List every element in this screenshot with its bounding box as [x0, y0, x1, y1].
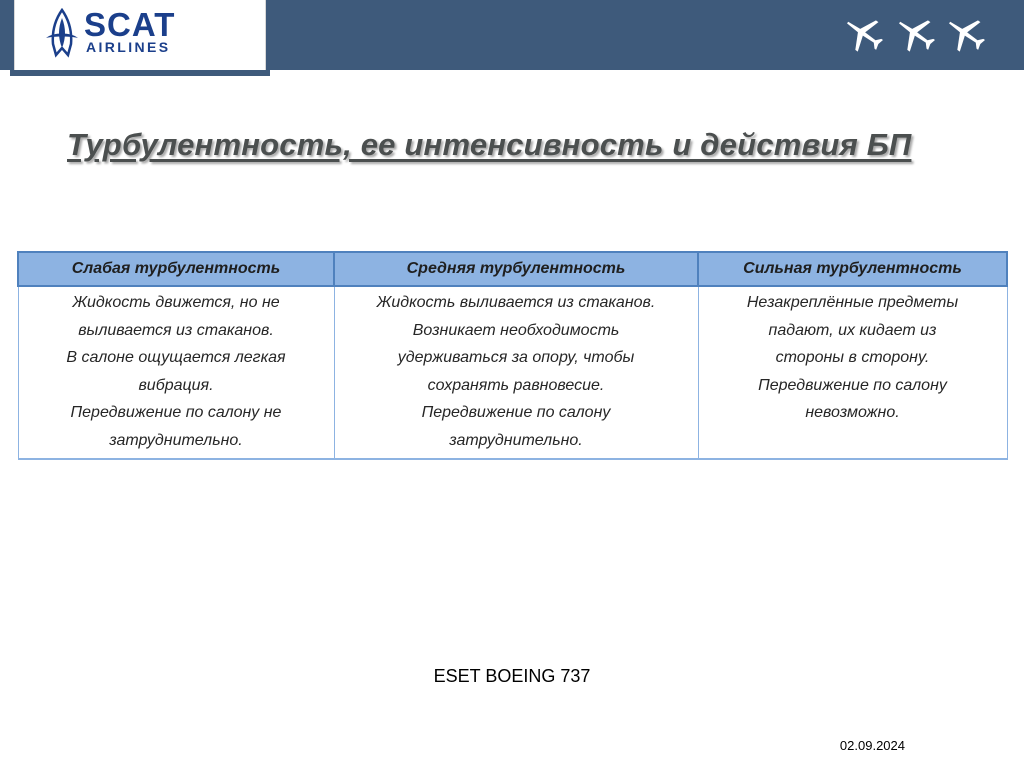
cell-line: сохранять равновесие. [427, 376, 605, 394]
cell-line: Передвижение по салону [421, 404, 611, 421]
cell-line: затруднительно. [449, 431, 583, 449]
cell-line: падают, их кидает из [768, 321, 937, 339]
header-severe-turbulence: Сильная турбулентность [698, 252, 1007, 286]
cell-line: вибрация. [138, 376, 214, 394]
table-row [18, 286, 1007, 459]
cell-line: стороны в сторону. [775, 349, 930, 366]
severe-turbulence-description [698, 286, 1007, 459]
scat-logo [14, 0, 266, 70]
cell-line: затруднительно. [109, 431, 243, 449]
header-moderate-turbulence: Средняя турбулентность [334, 252, 698, 286]
plane-icons [842, 12, 992, 58]
cell-line: невозможно. [805, 404, 900, 421]
table-header-row [18, 252, 1007, 286]
cell-line: Возникает необходимость [412, 321, 620, 339]
logo-wordmark: SCAT [84, 6, 176, 43]
cell-line: Жидкость выливается из стаканов. [376, 294, 656, 311]
header-underline [10, 70, 270, 76]
cell-line: В салоне ощущается легкая [66, 349, 286, 366]
plane-icon [842, 12, 886, 56]
scat-emblem-icon [43, 8, 81, 58]
footer-text: ESET BOEING 737 [433, 666, 591, 686]
cell-line: Жидкость движется, но не [72, 294, 280, 311]
cell-line: Незакреплённые предметы [746, 294, 959, 311]
header-light-turbulence: Слабая турбулентность [18, 252, 334, 286]
cell-line: удерживаться за опору, чтобы [397, 349, 635, 366]
plane-icon [944, 12, 988, 56]
slide-title: Турбулентность, ее интенсивность и действия БП [67, 127, 912, 162]
cell-line: выливается из стаканов. [78, 321, 274, 339]
plane-icon [894, 12, 938, 56]
cell-line: Передвижение по салону [758, 376, 947, 394]
light-turbulence-description [18, 286, 334, 459]
cell-line: Передвижение по салону не [70, 404, 282, 421]
slide-date: 02.09.2024 [839, 738, 905, 753]
moderate-turbulence-description [334, 286, 698, 459]
logo-subtitle: AIRLINES [86, 39, 171, 55]
turbulence-table [17, 251, 1008, 460]
